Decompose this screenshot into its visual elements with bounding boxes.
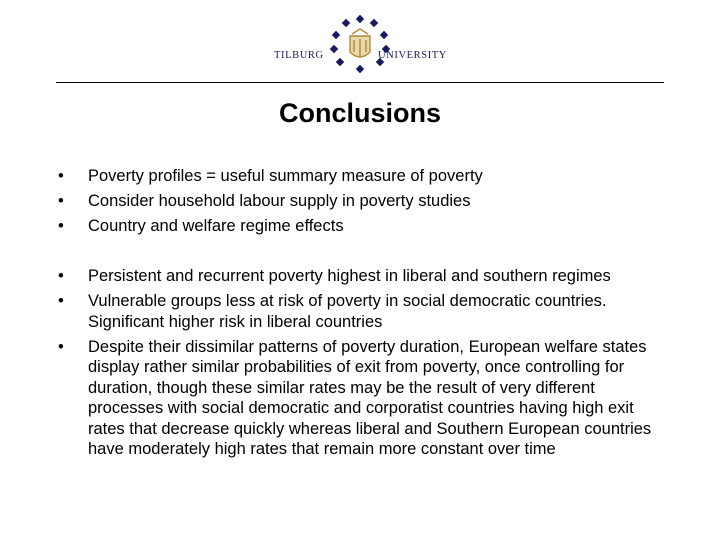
bullet-icon: •	[58, 337, 64, 356]
list-item-text: Consider household labour supply in poverty studies	[88, 192, 471, 210]
list-item	[58, 266, 668, 287]
bullet-icon: •	[58, 192, 64, 210]
list-item-text: Persistent and recurrent poverty highest in liberal and southern regimes	[88, 267, 611, 285]
list-item	[58, 216, 668, 237]
list-item-text: Poverty profiles = useful summary measure of poverty	[88, 167, 483, 185]
list-item-text: Country and welfare regime effects	[88, 217, 344, 235]
list-item-text: Despite their dissimilar patterns of poverty duration, European welfare states display rather similar probabilities of exit from poverty, once controlling for duration, though these similar rates may be the result of very different processes with social democratic and corporatist countries having high exit rates that decrease quickly whereas liberal and Southern European countries have moderately high rates that remain more constant over time	[88, 337, 652, 458]
bullet-icon: •	[58, 217, 64, 235]
bullet-icon: •	[58, 167, 64, 185]
header-divider	[56, 82, 664, 83]
list-item	[58, 166, 668, 187]
list-item	[58, 191, 668, 212]
logo-word-left: TILBURG	[274, 50, 324, 61]
list-item-text: Vulnerable groups less at risk of poverty in social democratic countries. Significant higher risk in liberal countries	[88, 292, 607, 331]
slide-title: Conclusions	[278, 98, 441, 128]
bullet-icon: •	[58, 267, 64, 285]
bullet-icon: •	[58, 292, 64, 310]
crest-icon	[270, 12, 450, 76]
university-logo	[270, 12, 450, 76]
bullet-list-findings	[58, 266, 668, 464]
list-item	[58, 291, 668, 332]
logo-word-right: UNIVERSITY	[378, 50, 447, 61]
bullet-list-summary	[58, 166, 668, 241]
list-item	[58, 337, 668, 460]
